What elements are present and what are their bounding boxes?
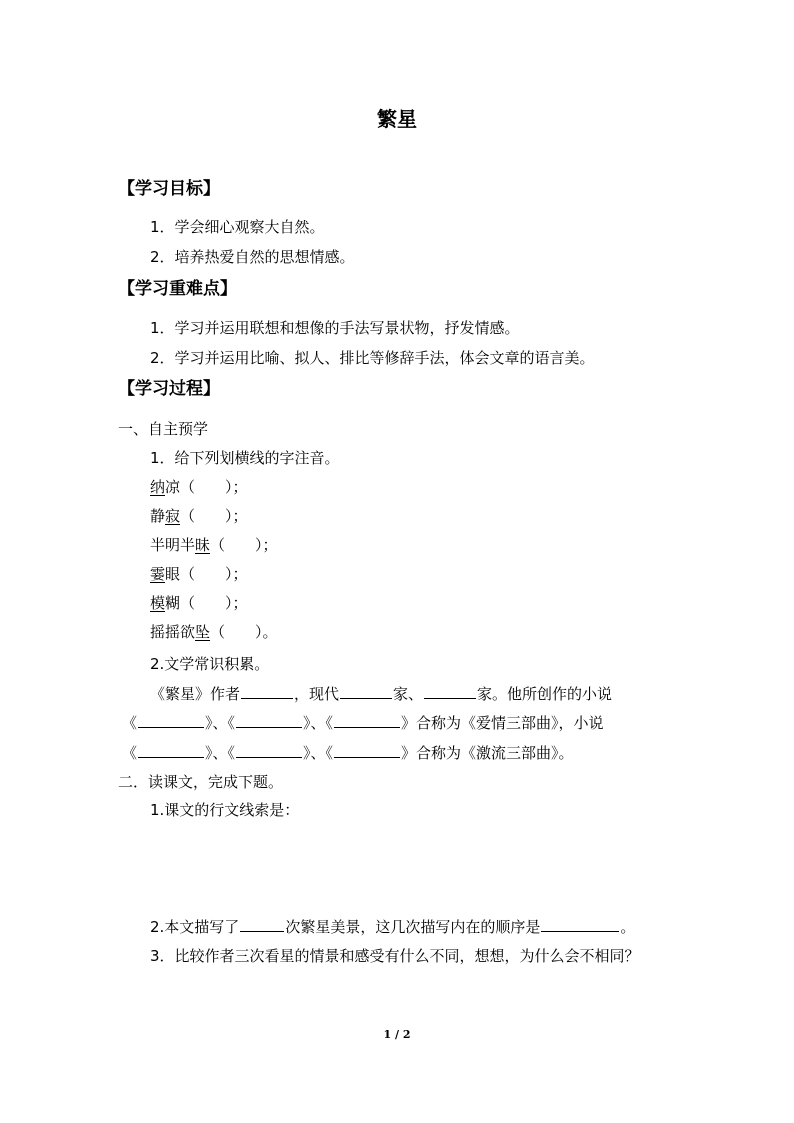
fill-blank[interactable] [236,742,302,758]
phonetic-item: 模糊（ ）； [150,594,248,612]
literature-line-3: 《 》、《 》、《 》合称为《激流三部曲》。 [122,744,574,762]
key-point-item-1: 1．学习并运用联想和想像的手法写景状物，抒发情感。 [150,319,520,337]
fill-blank[interactable] [236,712,302,728]
underlined-char: 纳 [150,478,166,496]
literature-line-2: 《 》、《 》、《 》合称为《爱情三部曲》，小说 [122,714,604,732]
part2-question-1: 1.课文的行文线索是： [150,801,300,819]
phonetic-item: 静寂（ ）； [150,507,248,525]
fill-blank[interactable] [424,683,476,699]
underlined-char: 霎 [150,565,166,583]
phonetic-item: 摇摇欲坠（ ）。 [150,623,278,641]
page-title: 繁星 [377,107,417,131]
fill-blank[interactable] [340,683,392,699]
phonetic-item: 半明半昧（ ）； [150,536,278,554]
fill-blank[interactable] [541,916,619,932]
part1-heading: 一、自主预学 [118,420,209,438]
fill-blank[interactable] [334,712,400,728]
fill-blank[interactable] [138,712,204,728]
goal-item-2: 2．培养热爱自然的思想情感。 [150,248,355,266]
section-heading-process: 【学习过程】 [118,379,220,399]
fill-blank[interactable] [138,742,204,758]
key-point-item-2: 2．学习并运用比喻、拟人、排比等修辞手法，体会文章的语言美。 [150,349,595,367]
part1-question-2: 2.文学常识积累。 [150,655,270,673]
section-heading-key-points: 【学习重难点】 [118,279,237,299]
literature-line-1: 《繁星》作者 ，现代 家、 家。他所创作的小说 [150,685,613,703]
underlined-char: 模 [150,594,166,612]
underlined-char: 昧 [195,536,211,554]
phonetic-item: 霎眼（ ）； [150,565,248,583]
underlined-char: 坠 [195,623,211,641]
page-number: 1 / 2 [383,1028,411,1041]
part2-question-3: 3．比较作者三次看星的情景和感受有什么不同，想想，为什么会不相同？ [150,947,640,965]
section-heading-goals: 【学习目标】 [118,179,220,199]
fill-blank[interactable] [334,742,400,758]
part2-heading: 二．读课文，完成下题。 [118,773,284,791]
goal-item-1: 1．学会细心观察大自然。 [150,218,325,236]
fill-blank[interactable] [241,683,293,699]
fill-blank[interactable] [240,916,284,932]
phonetic-item: 纳凉（ ）； [150,478,248,496]
underlined-char: 寂 [165,507,181,525]
part2-question-2: 2.本文描写了 次繁星美景，这几次描写内在的顺序是 。 [150,918,636,936]
part1-question-1: 1．给下列划横线的字注音。 [150,449,340,467]
